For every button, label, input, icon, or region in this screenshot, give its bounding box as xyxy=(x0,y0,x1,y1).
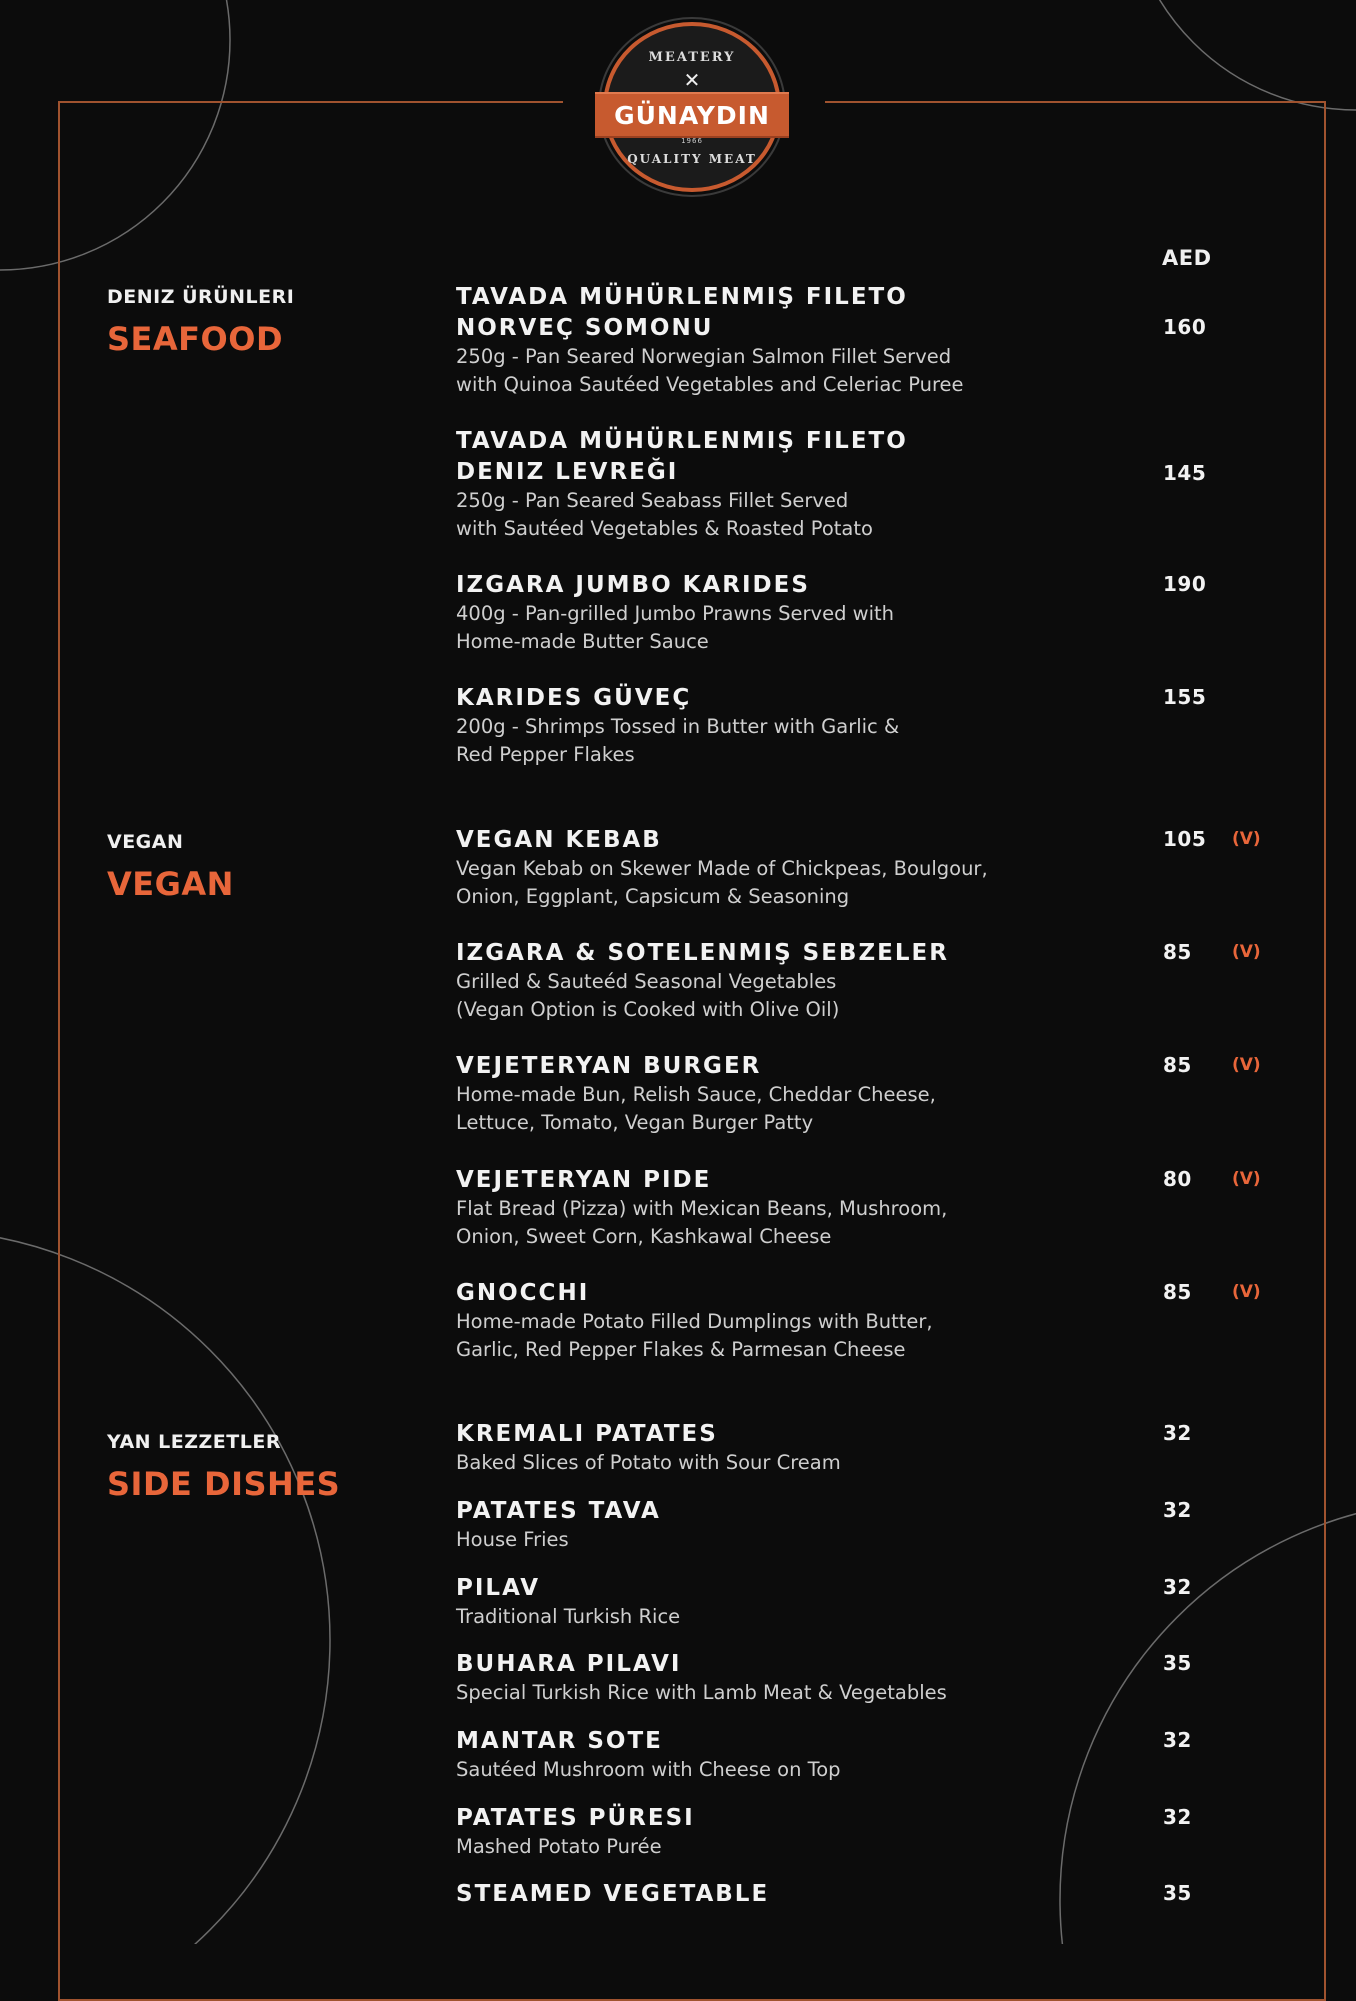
logo-bottom-text: QUALITY MEAT xyxy=(627,152,757,166)
menu-item-vegan-kebab xyxy=(456,825,1296,911)
section-title-en: SIDE DISHES xyxy=(107,1465,341,1503)
item-description: Baked Slices of Potato with Sour Cream xyxy=(456,1451,841,1474)
item-name: VEGAN KEBAB xyxy=(456,827,662,853)
item-price: 32 xyxy=(1163,1805,1192,1829)
logo-top-text: MEATERY xyxy=(648,50,736,65)
menu-item-prawns xyxy=(456,570,1296,656)
vegan-tag: (V) xyxy=(1232,1282,1261,1302)
item-description: Mashed Potato Purée xyxy=(456,1835,662,1858)
item-name: PILAV xyxy=(456,1575,541,1601)
item-name: TAVADA MÜHÜRLENMIŞ FILETO NORVEÇ SOMONU xyxy=(456,284,908,341)
menu-item-patates-tava xyxy=(456,1496,1296,1554)
item-price: 85 xyxy=(1163,1053,1192,1077)
item-price: 80 xyxy=(1163,1167,1192,1191)
section-vegan xyxy=(107,831,234,903)
menu-item-salmon xyxy=(456,282,1296,399)
item-description: Home-made Potato Filled Dumplings with Butter, Garlic, Red Pepper Flakes & Parmesan Cheese xyxy=(456,1310,933,1361)
item-description: Home-made Bun, Relish Sauce, Cheddar Cheese, Lettuce, Tomato, Vegan Burger Patty xyxy=(456,1083,936,1134)
item-price: 32 xyxy=(1163,1575,1192,1599)
item-price: 32 xyxy=(1163,1421,1192,1445)
menu-item-vejeteryan-pide xyxy=(456,1165,1296,1251)
item-price: 105 xyxy=(1163,827,1207,851)
menu-item-karides-guvec xyxy=(456,683,1296,769)
item-description: 400g - Pan-grilled Jumbo Prawns Served with Home-made Butter Sauce xyxy=(456,602,895,653)
item-price: 32 xyxy=(1163,1498,1192,1522)
menu-item-seabass xyxy=(456,426,1296,543)
item-price: 190 xyxy=(1163,572,1207,596)
item-name: TAVADA MÜHÜRLENMIŞ FILETO DENIZ LEVREĞI xyxy=(456,428,908,485)
section-side-dishes xyxy=(107,1431,340,1503)
menu-item-kremali-patates xyxy=(456,1419,1296,1477)
item-description: Vegan Kebab on Skewer Made of Chickpeas, Boulgour, Onion, Eggplant, Capsicum & Seasoning xyxy=(456,857,988,908)
brand-logo xyxy=(603,22,781,192)
item-description: 250g - Pan Seared Seabass Fillet Served with Sautéed Vegetables & Roasted Potato xyxy=(456,489,873,540)
vegan-tag: (V) xyxy=(1232,1055,1261,1075)
item-description: House Fries xyxy=(456,1528,569,1551)
item-description: Grilled & Sauteéd Seasonal Vegetables (Vegan Option is Cooked with Olive Oil) xyxy=(456,970,840,1021)
item-description: Special Turkish Rice with Lamb Meat & Vegetables xyxy=(456,1681,947,1704)
item-name: PATATES TAVA xyxy=(456,1498,661,1524)
menu-item-gnocchi xyxy=(456,1278,1296,1364)
section-title-tr: DENIZ ÜRÜNLERI xyxy=(107,286,295,308)
item-name: IZGARA & SOTELENMIŞ SEBZELER xyxy=(456,940,949,966)
item-price: 35 xyxy=(1163,1651,1192,1675)
menu-item-vejeteryan-burger xyxy=(456,1051,1296,1137)
menu-item-buhara-pilavi xyxy=(456,1649,1296,1707)
item-name: GNOCCHI xyxy=(456,1280,590,1306)
item-name: KARIDES GÜVEÇ xyxy=(456,685,692,711)
logo-since: 1966 xyxy=(681,137,703,145)
item-name: BUHARA PILAVI xyxy=(456,1651,682,1677)
item-name: MANTAR SOTE xyxy=(456,1728,663,1754)
item-description: Traditional Turkish Rice xyxy=(456,1605,681,1628)
item-name: STEAMED VEGETABLE xyxy=(456,1881,770,1907)
knife-cleaver-icon: ✕ xyxy=(683,68,701,92)
item-price: 85 xyxy=(1163,940,1192,964)
vegan-tag: (V) xyxy=(1232,829,1261,849)
item-price: 160 xyxy=(1163,315,1207,339)
item-price: 155 xyxy=(1163,685,1207,709)
menu-item-patates-puresi xyxy=(456,1803,1296,1861)
item-name: VEJETERYAN BURGER xyxy=(456,1053,762,1079)
menu-item-steamed-vegetable xyxy=(456,1879,1296,1910)
item-name: VEJETERYAN PIDE xyxy=(456,1167,712,1193)
item-price: 85 xyxy=(1163,1280,1192,1304)
section-title-tr: YAN LEZZETLER xyxy=(107,1431,281,1453)
vegan-tag: (V) xyxy=(1232,942,1261,962)
item-name: IZGARA JUMBO KARIDES xyxy=(456,572,810,598)
vegan-tag: (V) xyxy=(1232,1169,1261,1189)
currency-header: AED xyxy=(1162,246,1212,270)
menu-item-sebzeler xyxy=(456,938,1296,1024)
section-title-tr: VEGAN xyxy=(107,831,184,853)
section-seafood xyxy=(107,286,294,358)
item-price: 145 xyxy=(1163,461,1207,485)
item-price: 35 xyxy=(1163,1881,1192,1905)
item-name: KREMALI PATATES xyxy=(456,1421,718,1447)
item-price: 32 xyxy=(1163,1728,1192,1752)
item-description: Sautéed Mushroom with Cheese on Top xyxy=(456,1758,841,1781)
section-title-en: VEGAN xyxy=(107,865,234,903)
item-description: 200g - Shrimps Tossed in Butter with Garlic & Red Pepper Flakes xyxy=(456,715,900,766)
menu-item-mantar-sote xyxy=(456,1726,1296,1784)
logo-brand-name: GÜNAYDIN xyxy=(595,92,789,138)
item-description: Flat Bread (Pizza) with Mexican Beans, Mushroom, Onion, Sweet Corn, Kashkawal Cheese xyxy=(456,1197,948,1248)
item-name: PATATES PÜRESI xyxy=(456,1805,695,1831)
item-description: 250g - Pan Seared Norwegian Salmon Fillet Served with Quinoa Sautéed Vegetables and Celeriac Puree xyxy=(456,345,964,396)
section-title-en: SEAFOOD xyxy=(107,320,283,358)
menu-item-pilav xyxy=(456,1573,1296,1631)
